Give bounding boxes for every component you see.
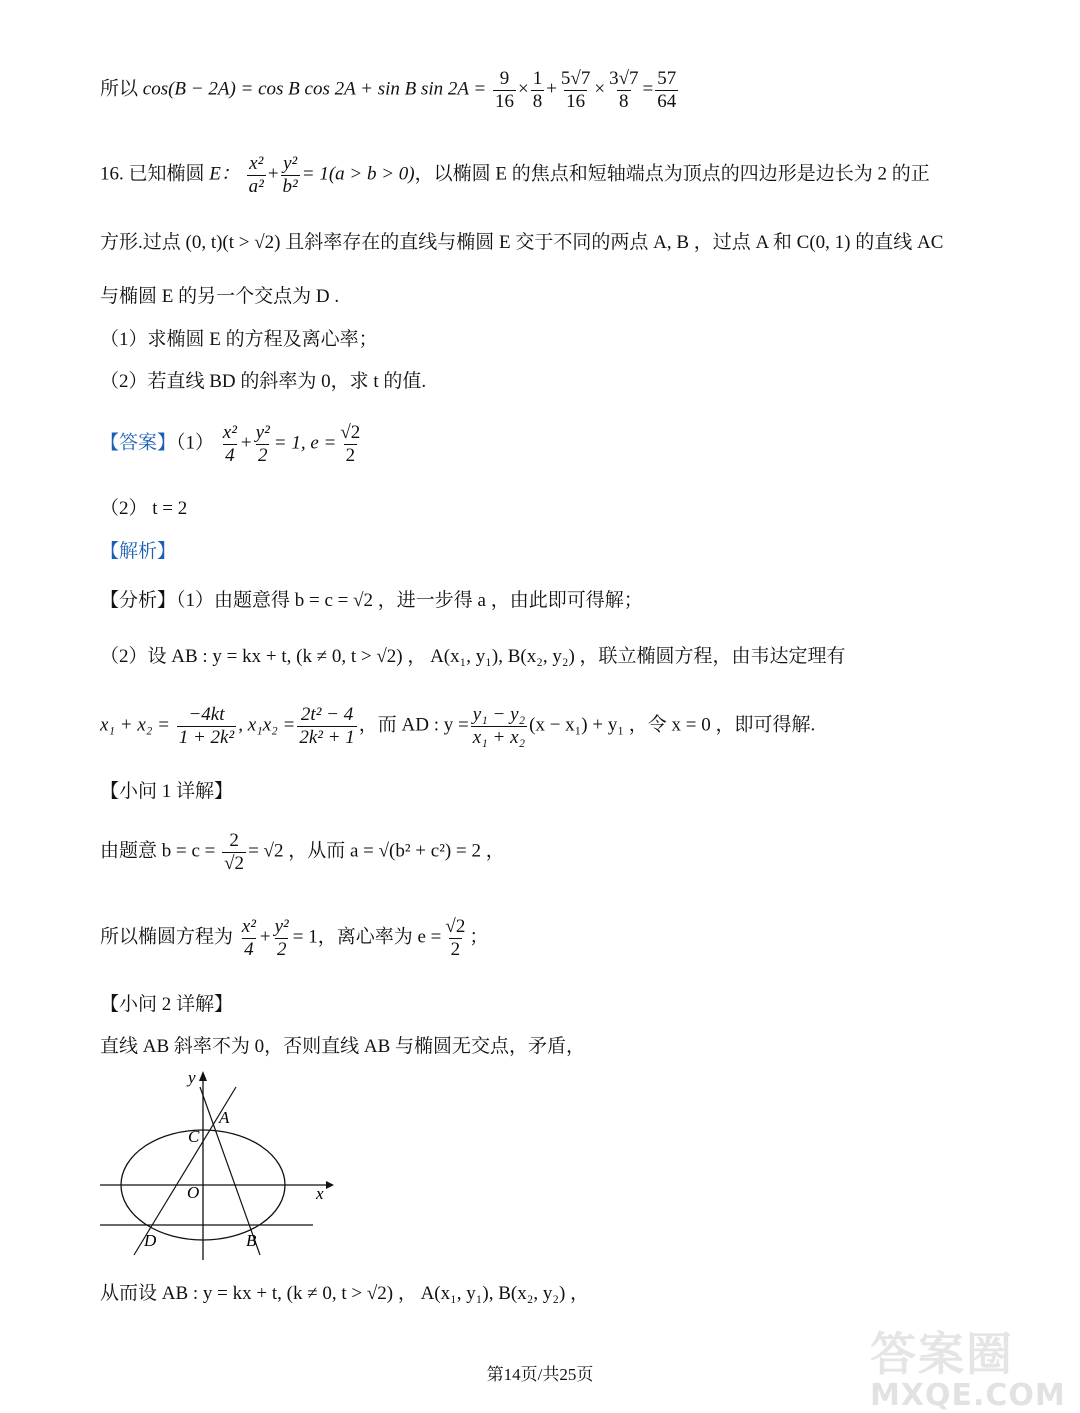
fraction: $\frac{2}{√2}$ (224, 830, 245, 874)
watermark-url: MXQE.COM (870, 1378, 1066, 1413)
ellipse-figure (98, 1065, 338, 1265)
sol1-tag: 【小问 1 详解】 (100, 781, 234, 802)
fraction: $\frac{1}{8}$ (532, 68, 543, 112)
watermark (870, 1318, 1070, 1413)
fraction: $\frac{9}{16}$ (494, 68, 514, 112)
sum-label: x₁ + x₂ = (100, 714, 170, 736)
label-o: O (187, 1183, 200, 1202)
fraction: $\frac{\text{x²}}{4}$ (241, 916, 256, 960)
fraction: $\frac{\text{y²}}{2}$ (274, 916, 289, 960)
sol1-l1a: 由题意 b = c = (100, 840, 216, 862)
ellipse-condition: = 1(a > b > 0) (301, 163, 415, 185)
fraction: $\frac{\text{y²}}{\text{b²}}$ (282, 153, 298, 197)
label-c: C (188, 1127, 200, 1146)
watermark-logo: 答案圈 (870, 1327, 1014, 1381)
fraction: $\frac{\text{x²}}{\text{a²}}$ (248, 153, 264, 197)
fraction: $\frac{\text{y₁ − y₂}}{\text{x₁ + x₂}}$ (472, 704, 526, 748)
label-x: x (316, 1184, 324, 1203)
analysis-part2: （2）设 AB : y = kx + t, (k ≠ 0, t > √2) ， A(x₁, y₁), B(x₂, y₂) ，联立椭圆方程，由韦达定理有 (100, 646, 846, 667)
fraction: $\frac{5√7}{16}$ (560, 68, 591, 112)
line-ab (200, 1087, 260, 1255)
product-label: , x₁x₂ = (238, 714, 296, 736)
problem-text-1: ，以椭圆 E 的焦点和短轴端点为顶点的四边形是边长为 2 的正 (414, 163, 930, 185)
fraction: $\frac{\text{2t² − 4}}{\text{2k² + 1}}$ (299, 704, 355, 748)
answer-tag: 【答案】 (100, 432, 177, 454)
fraction: $\frac{\text{x²}}{4}$ (222, 422, 237, 466)
y-axis-arrow (199, 1071, 207, 1081)
problem-text-2: 方形.过点 (0, t)(t > √2) 且斜率存在的直线与椭圆 E 交于不同的两点 A, B ，过点 A 和 C(0, 1) 的直线 AC (100, 232, 944, 253)
label-a: A (219, 1108, 230, 1127)
problem-text-3: 与椭圆 E 的另一个交点为 D . (100, 286, 340, 307)
analysis-part1: 【分析】（1）由题意得 b = c = √2 ，进一步得 a ，由此即可得解； (100, 590, 643, 611)
answer-part1-label: （1） (176, 432, 215, 454)
problem-intro: 已知椭圆 (128, 163, 205, 185)
sol1-line2: 所以椭圆方程为 $\frac{\text{x²}}{4}$ + $\frac{\text{y²}}{2}$ = 1，离心率为 e = $\frac{√2}{2}$ ； (100, 916, 489, 960)
sol2-tag: 【小问 2 详解】 (100, 994, 234, 1015)
vieta-line (100, 704, 815, 749)
sol1-l2c: ； (469, 926, 489, 948)
fraction: $\frac{\text{y²}}{2}$ (255, 422, 270, 466)
question-2: （2）若直线 BD 的斜率为 0，求 t 的值. (100, 371, 427, 392)
ad-label: ，而 AD : y = (358, 714, 469, 736)
answer-line: 【答案】（1） $\frac{\text{x²}}{4}$ + $\frac{\text{y²}}{2}$ = 1, e = $\frac{√2}{2}$ (100, 422, 361, 466)
fraction: $\frac{3√7}{8}$ (609, 68, 639, 112)
sol1-l2b: = 1，离心率为 e = (292, 926, 442, 948)
fraction: $\frac{-4kt}{\text{1 + 2k²}}$ (178, 704, 235, 748)
x-axis-arrow (326, 1181, 334, 1189)
answer-mid: = 1, e = (273, 432, 337, 454)
answer-part2: （2） t = 2 (100, 498, 188, 519)
problem-statement: 16. 已知椭圆 E： $\frac{\text{x²}}{\text{a²}}$ + $\frac{\text{y²}}{\text{b²}}$ = 1(a > b > 0)，以椭圆 E 的焦点和短轴端点为顶点的四边形是边长为 2 的正 (100, 153, 930, 197)
ad-rest: (x − x₁) + y₁ ，令 x = 0 ，即可得解. (529, 714, 816, 736)
analysis-tag: 【解析】 (100, 541, 177, 562)
page-footer: 第14页/共25页 (486, 1365, 594, 1384)
fraction: $\frac{57}{64}$ (657, 68, 677, 112)
label-d: D (144, 1231, 157, 1250)
label-b: B (246, 1231, 257, 1250)
fraction: $\frac{√2}{2}$ (445, 916, 466, 960)
cos-formula-line: 所以 cos(B − 2A) = cos B cos 2A + sin B sin 2A = $\frac{9}{16}$ × $\frac{1}{8}$ + $\frac{5√7}{16}$ × $\frac{3√7}{8}$ = $\frac{57}{64}$ (100, 68, 677, 112)
sol1-l2a: 所以椭圆方程为 (100, 926, 234, 948)
fraction: $\frac{√2}{2}$ (340, 422, 361, 466)
ellipse-name: E： (209, 163, 240, 185)
question-1: （1）求椭圆 E 的方程及离心率； (100, 329, 378, 350)
cos-formula: cos(B − 2A) = cos B cos 2A + sin B sin 2A = (142, 78, 487, 100)
sol1-line1 (100, 830, 505, 875)
sol1-l1b: = √2 ，从而 a = √(b² + c²) = 2 ， (248, 840, 505, 862)
label-y: y (188, 1068, 196, 1087)
cos-prefix: 所以 (100, 78, 139, 100)
problem-number: 16. (100, 163, 124, 185)
sol2-line1: 直线 AB 斜率不为 0，否则直线 AB 与椭圆无交点，矛盾， (100, 1036, 586, 1057)
sol2-line2: 从而设 AB : y = kx + t, (k ≠ 0, t > √2) ， A(x₁, y₁), B(x₂, y₂) ， (100, 1283, 590, 1304)
